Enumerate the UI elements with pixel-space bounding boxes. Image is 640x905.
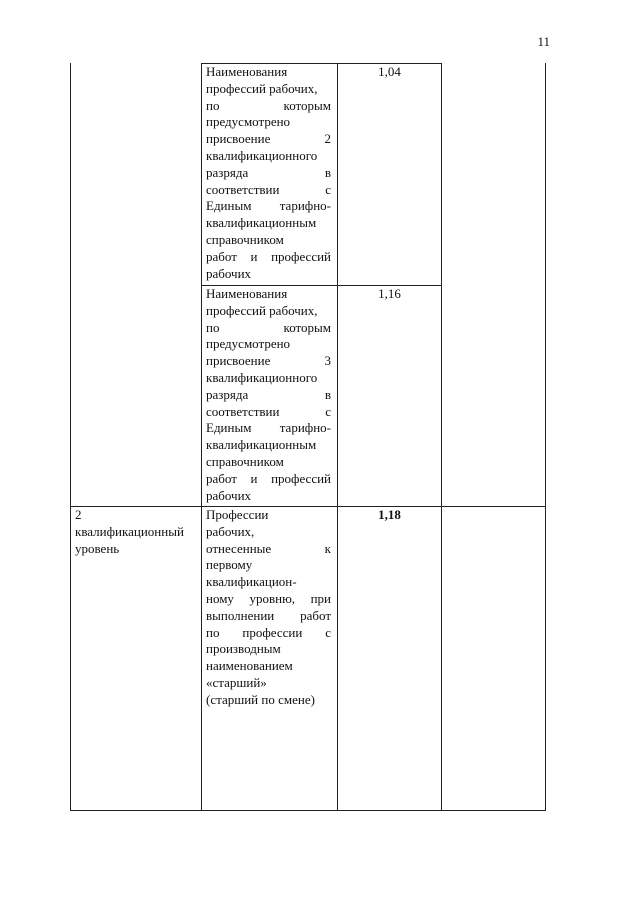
table-row-2-coefficient: 1,16 [378,286,401,301]
table-row-2-description [206,286,331,504]
row1-desc-line: квалификационным [206,215,317,231]
level-label: уровень [75,540,120,556]
row3-desc-line: ному уровню, при [206,590,331,606]
row2-desc-line: предусмотрено [206,336,291,352]
row2-desc-line: Наименования [206,286,288,301]
row2-desc-line: присвоение 3 [206,353,331,369]
row1-desc-line: Единым тарифно- [206,198,331,214]
row1-desc-line: соответствии с [206,181,331,197]
table-row-3-description [206,507,331,709]
page-number: 11 [537,34,550,49]
row2-desc-line: квалификационного [206,369,318,385]
row3-desc-line: выполнении работ [206,607,331,623]
table-border-left [70,63,71,811]
table-border-right [545,63,546,811]
row2-desc-line: соответствии с [206,403,331,419]
row1-desc-line: Наименования [206,64,288,79]
row2-desc-line: работ и профессий [206,470,331,486]
row3-desc-line: производным [206,641,281,657]
level-number: 2 [75,507,82,522]
row3-desc-line: квалификацион- [206,574,297,590]
row2-desc-line: профессий рабочих, [206,302,318,318]
table-row-3-coefficient: 1,18 [378,507,401,522]
table-border-col3 [441,63,442,811]
row1-desc-line: справочником [206,231,284,247]
level-label: квалификационный [75,523,184,539]
table-row-1-description [206,64,331,282]
row3-desc-line: первому [206,557,253,573]
row3-desc-line: «старший» [206,674,267,690]
row3-desc-line: наименованием [206,658,293,674]
row1-desc-line: разряда в [206,164,331,180]
row1-desc-line: рабочих [206,265,252,281]
table-border-col1 [201,63,202,811]
row2-desc-line: рабочих [206,487,252,503]
row3-desc-line: по профессии с [206,624,331,640]
row3-desc-line: (старший по смене) [206,691,315,707]
row2-desc-line: разряда в [206,386,331,402]
row1-desc-line: работ и профессий [206,248,331,264]
row3-desc-line: отнесенные к [206,540,331,556]
row2-desc-line: по которым [206,319,331,335]
row2-desc-line: Единым тарифно- [206,420,331,436]
table-row-1-coefficient: 1,04 [378,64,401,79]
qualification-table [70,63,546,811]
table-row-3-level [75,507,203,557]
row2-desc-line: квалификационным [206,437,317,453]
row3-desc-line: Профессии [206,507,269,522]
table-border-col2 [337,63,338,811]
row1-desc-line: по которым [206,97,331,113]
row2-desc-line: справочником [206,453,284,469]
row1-desc-line: профессий рабочих, [206,80,318,96]
row1-desc-line: предусмотрено [206,114,291,130]
row1-desc-line: присвоение 2 [206,131,331,147]
row3-desc-line: рабочих, [206,523,255,539]
row1-desc-line: квалификационного [206,147,318,163]
table-border-bottom [70,810,546,811]
